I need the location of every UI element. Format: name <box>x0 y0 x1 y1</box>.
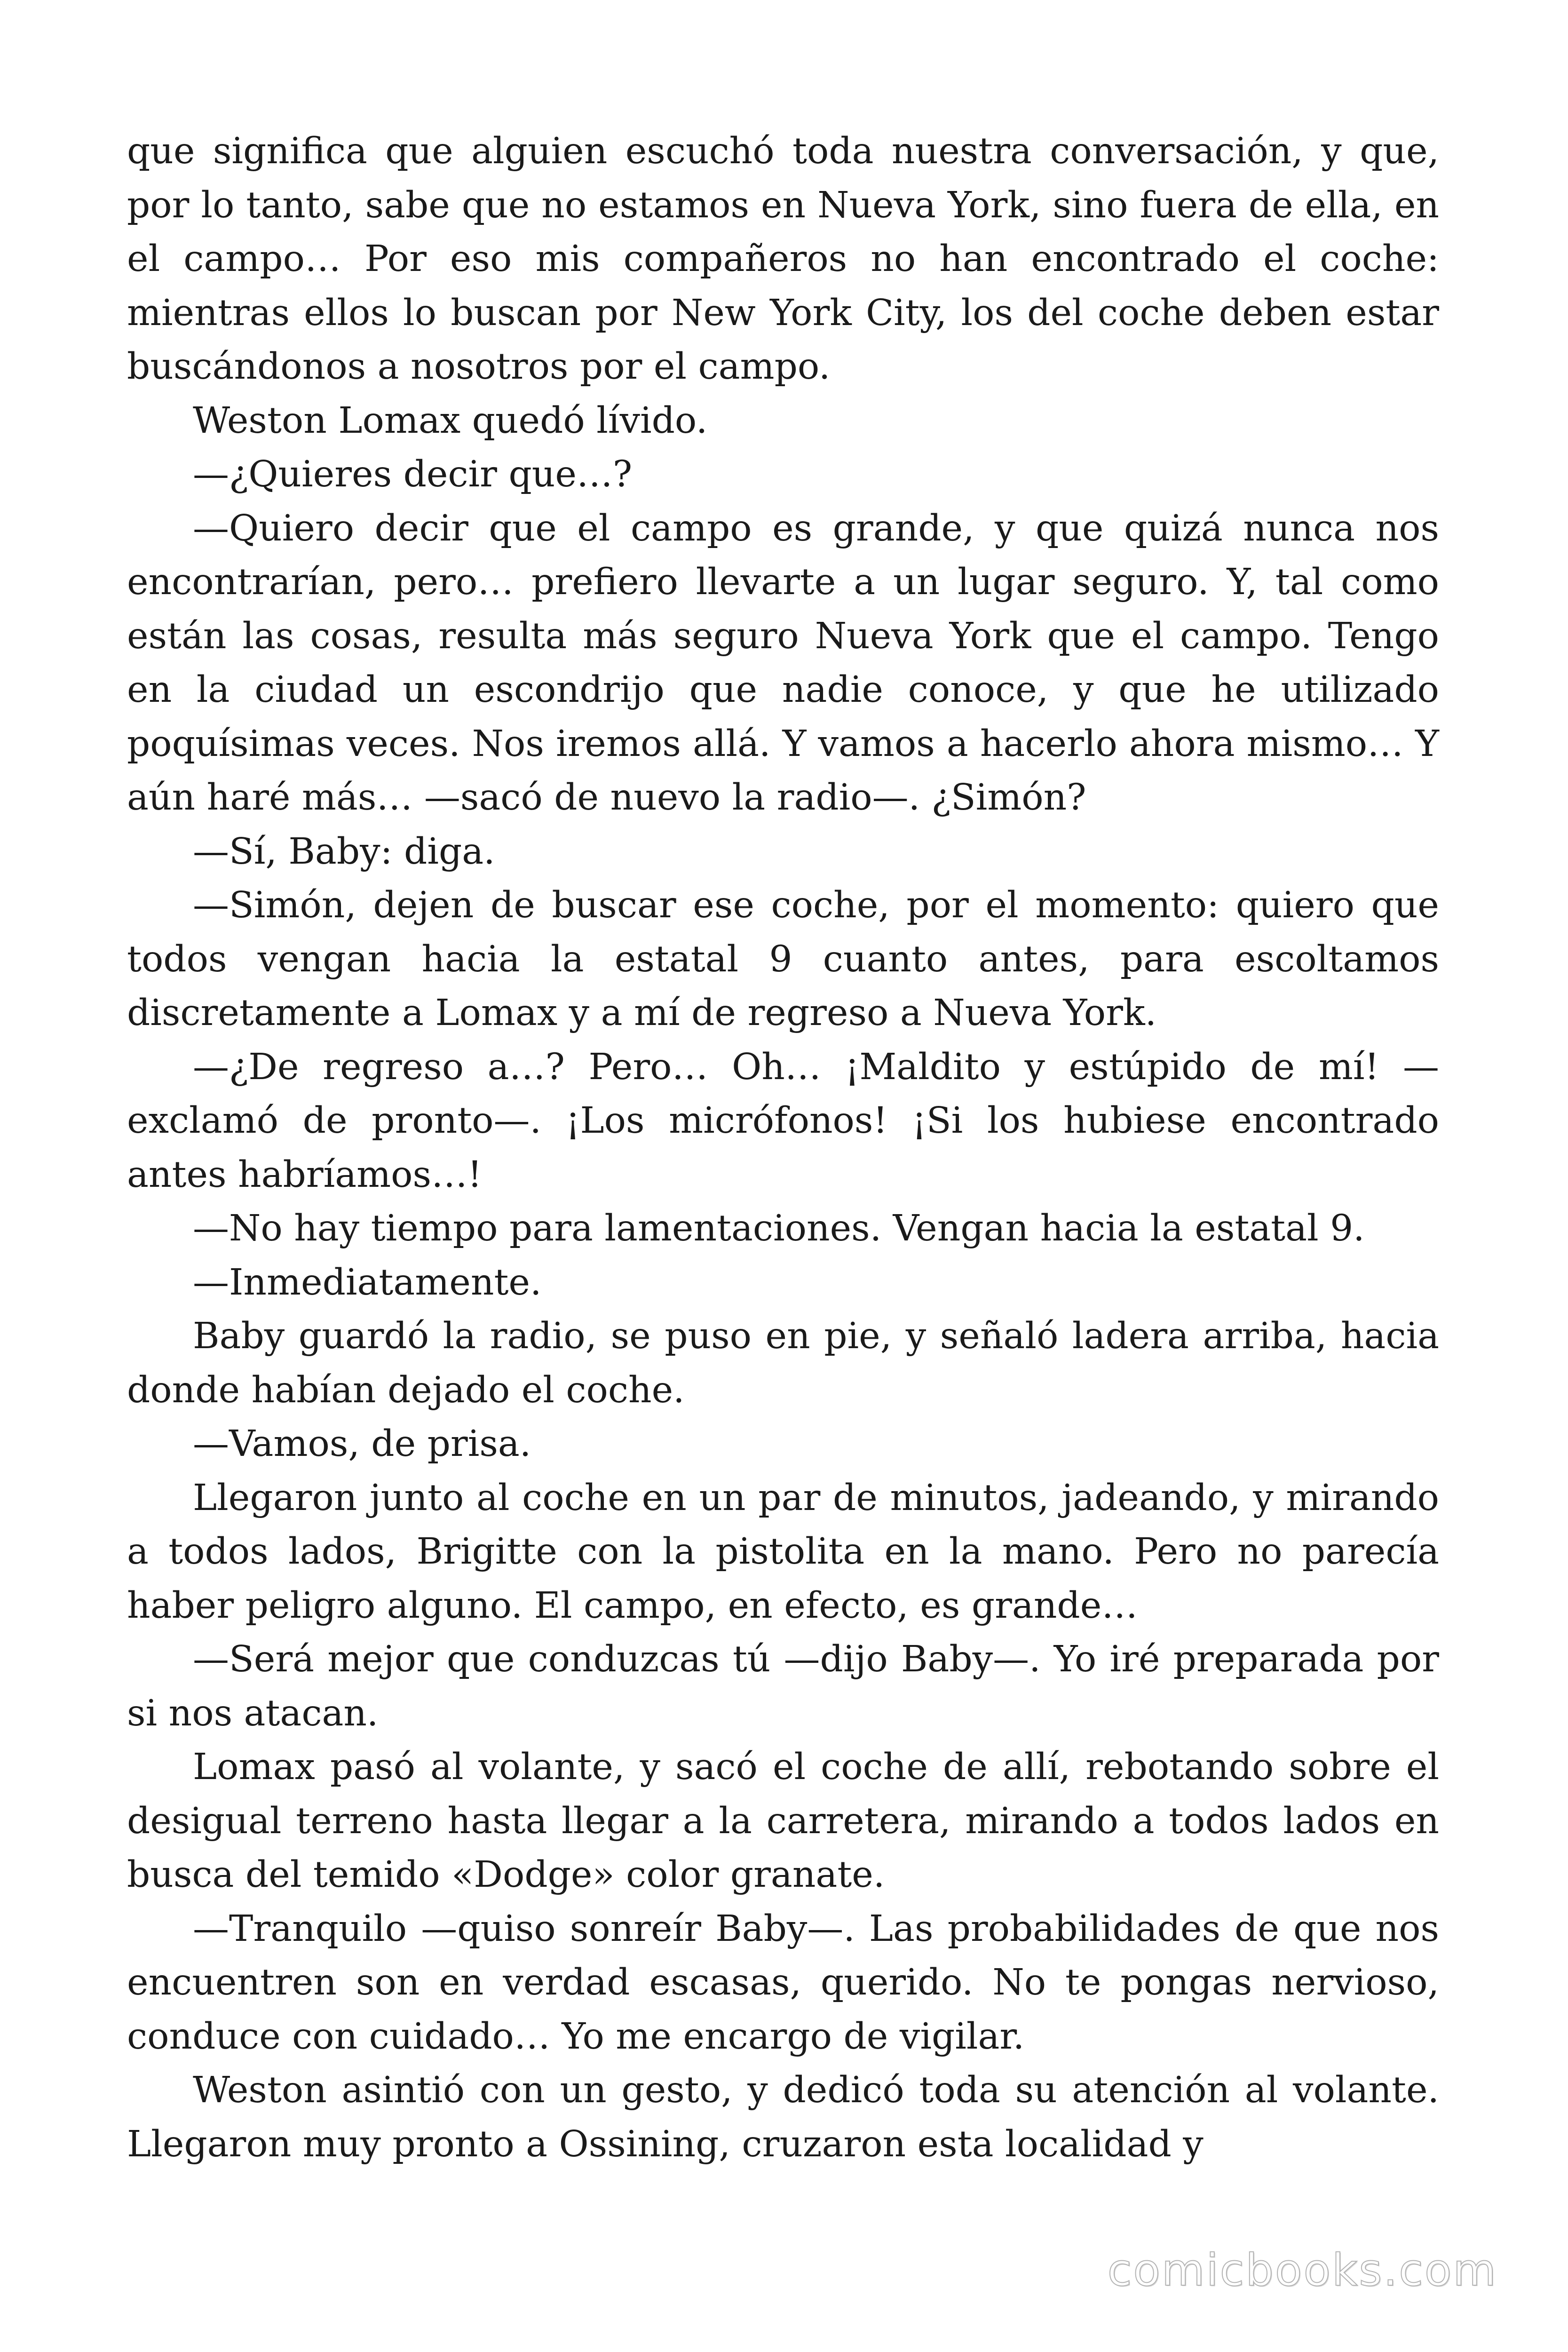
paragraph: —Quiero decir que el campo es grande, y que quizá nunca nos encontrarían, pero… prefiero llevarte a un lugar seguro. Y, tal como están las cosas, resulta más seguro Nueva York que el campo. Tengo en la ciudad un escondrijo que nadie conoce, y que he utilizado poquísimas veces. Nos iremos allá. Y vamos a hacerlo ahora mismo… Y aún haré más… —sacó de nuevo la radio—. ¿Simón? <box>127 507 1439 818</box>
paragraph: Lomax pasó al volante, y sacó el coche de allí, rebotando sobre el desigual terreno hasta llegar a la carretera, mirando a todos lados en busca del temido «Dodge» color granate. <box>127 1746 1439 1896</box>
paragraph: que significa que alguien escuchó toda nuestra conversación, y que, por lo tanto, sabe que no estamos en Nueva York, sino fuera de ella, en el campo… Por eso mis compañeros no han encontrado el coche: mientras ellos lo buscan por New York City, los del coche deben estar buscándonos a nosotros por el campo. <box>127 130 1439 388</box>
book-page-text <box>127 125 1439 2171</box>
paragraph: —Inmediatamente. <box>193 1261 542 1303</box>
paragraph: —Simón, dejen de buscar ese coche, por el momento: quiero que todos vengan hacia la estatal 9 cuanto antes, para escoltamos discretamente a Lomax y a mí de regreso a Nueva York. <box>127 884 1439 1034</box>
paragraph: Weston asintió con un gesto, y dedicó toda su atención al volante. Llegaron muy pronto a Ossining, cruzaron esta localidad y <box>127 2069 1439 2165</box>
paragraph: —Será mejor que conduzcas tú —dijo Baby—. Yo iré preparada por si nos atacan. <box>127 1638 1439 1734</box>
paragraph: —Sí, Baby: diga. <box>193 830 495 873</box>
paragraph: —No hay tiempo para lamentaciones. Vengan hacia la estatal 9. <box>193 1208 1365 1249</box>
paragraph: Llegaron junto al coche en un par de minutos, jadeando, y mirando a todos lados, Brigitte con la pistolita en la mano. Pero no parecía haber peligro alguno. El campo, en efecto, es grande… <box>127 1477 1439 1627</box>
paragraph: —Tranquilo —quiso sonreír Baby—. Las probabilidades de que nos encuentren son en verdad escasas, querido. No te pongas nervioso, conduce con cuidado… Yo me encargo de vigilar. <box>127 1907 1439 2058</box>
watermark: comicbooks.com <box>1107 2245 1497 2296</box>
paragraph: Baby guardó la radio, se puso en pie, y señaló ladera arriba, hacia donde habían dejado el coche. <box>127 1315 1439 1411</box>
paragraph: —¿Quieres decir que…? <box>193 453 633 495</box>
paragraph: Weston Lomax quedó lívido. <box>193 399 708 442</box>
paragraph: —Vamos, de prisa. <box>193 1423 531 1465</box>
paragraph: —¿De regreso a…? Pero… Oh… ¡Maldito y estúpido de mí! —exclamó de pronto—. ¡Los micrófonos! ¡Si los hubiese encontrado antes habríamos…! <box>127 1046 1439 1196</box>
